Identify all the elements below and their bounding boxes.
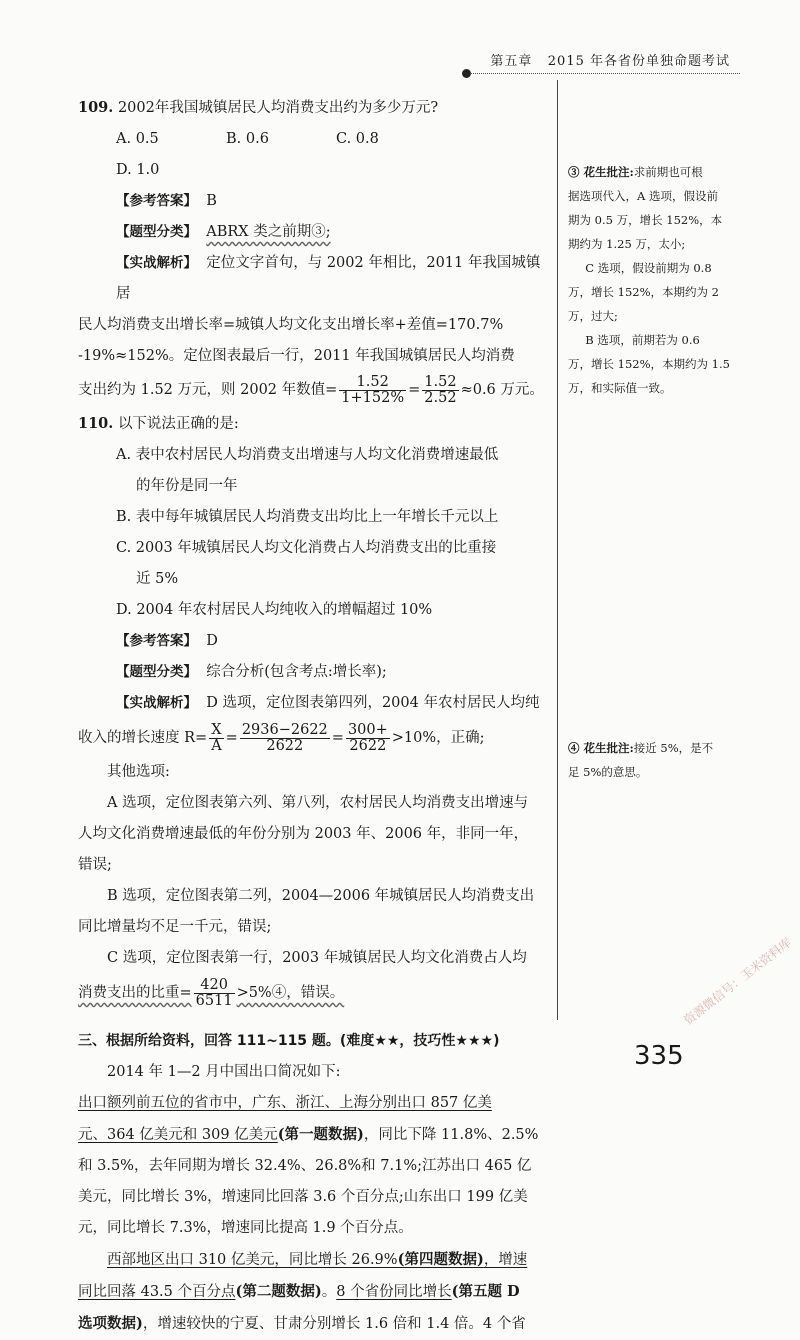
analysis-text: 消费支出的比重= — [78, 985, 192, 1001]
answer-value: B — [206, 193, 217, 209]
analysis-label: 【实战解析】 — [116, 695, 197, 711]
data-tag: (第五题 D — [451, 1283, 520, 1300]
material-text: 。 — [321, 1284, 337, 1300]
material-p2-2 — [78, 1276, 552, 1308]
material-p1-5: 元，同比增长 7.3%，增速同比提高 1.9 个百分点。 — [78, 1220, 413, 1236]
equals-sign: = — [225, 730, 238, 746]
q109-type — [78, 217, 552, 248]
q109-answer — [78, 186, 552, 217]
data-tag: (第一题数据) — [277, 1126, 364, 1143]
column-divider — [557, 80, 558, 1020]
note-line: 据选项代入，A 选项，假设前 — [568, 189, 718, 203]
q109-analysis — [78, 248, 552, 310]
underlined-text: 元、364 亿美元和 309 亿美元 — [78, 1127, 278, 1143]
option-b-explain-2: 同比增量均不足一千元，错误; — [78, 919, 272, 935]
option-a-explain-3: 错误; — [78, 857, 112, 873]
note-label: ④ 花生批注: — [568, 741, 634, 755]
q109-option-b: B. 0.6 — [226, 131, 269, 147]
q110-type — [78, 657, 552, 688]
fraction-numerator: 2936−2622 — [241, 721, 328, 738]
fraction-x-a — [209, 723, 223, 754]
answer-label: 【参考答案】 — [116, 633, 197, 649]
material-p2-1 — [78, 1244, 552, 1276]
answer-value: D — [206, 633, 218, 649]
fraction-numerator: X — [209, 723, 223, 739]
material-p1-4: 美元，同比增长 3%，增速同比回落 3.6 个百分点;山东出口 199 亿美 — [78, 1189, 528, 1205]
note-line: 求前期也可根 — [633, 165, 703, 179]
analysis-text: 收入的增长速度 R= — [78, 730, 208, 746]
q110-option-b: B. 表中每年城镇居民人均消费支出均比上一年增长千元以上 — [116, 509, 499, 525]
section-3-title: 三、根据所给资料，回答 111~115 题。(难度★★，技巧性★★★) — [78, 1033, 500, 1049]
note-line: 万，增长 152%，本期约为 1.5 — [568, 357, 730, 371]
q109-options — [78, 124, 552, 186]
running-header — [490, 50, 730, 69]
answer-label: 【参考答案】 — [116, 193, 197, 209]
option-c-explain-1: C 选项，定位图表第一行，2003 年城镇居民人均文化消费占人均 — [107, 950, 527, 966]
fraction-denominator: 2622 — [349, 737, 387, 754]
note-line: B 选项，前期若为 0.6 — [585, 333, 700, 347]
fraction-numerator: 420 — [194, 978, 235, 994]
note-line: 期为 0.5 万，增长 152%，本 — [568, 213, 723, 227]
analysis-text: ≈0.6 万元。 — [460, 382, 544, 398]
fraction-denominator: A — [211, 737, 222, 754]
note-line: 期约为 1.25 万，太小; — [568, 237, 686, 251]
q110-question: 以下说法正确的是: — [117, 416, 239, 432]
underlined-text: 同比回落 43.5 个百分点 — [78, 1284, 236, 1300]
watermark: 资源微信号：玉米资料库 — [681, 935, 794, 1028]
material-text: ，增速较快的宁夏、甘肃分别增长 1.6 倍和 1.4 倍。4 个省 — [142, 1316, 526, 1332]
material-p2-3 — [78, 1308, 552, 1340]
side-note-4 — [568, 736, 743, 784]
underlined-text: ，增速 — [483, 1252, 528, 1268]
note-line: 万，过大; — [568, 309, 618, 323]
note-line: 足 5%的意思。 — [568, 765, 648, 779]
fraction-denominator: 6511 — [195, 992, 233, 1009]
wavy-highlight — [78, 976, 345, 1009]
q110-analysis-2 — [78, 719, 552, 757]
analysis-line: 定位文字首句，与 2002 年相比，2011 年我国城镇居 — [116, 255, 541, 302]
q109-option-a: A. 0.5 — [116, 131, 159, 147]
note-label: ③ 花生批注: — [568, 165, 634, 179]
data-tag: (第二题数据) — [235, 1283, 322, 1300]
fraction-denominator: 2622 — [266, 737, 304, 754]
material-p1-3: 和 3.5%，去年同期为增长 32.4%、26.8%和 7.1%;江苏出口 465 亿 — [78, 1158, 532, 1174]
equals-sign: = — [331, 730, 344, 746]
type-label: 【题型分类】 — [116, 664, 197, 680]
equals-sign: = — [408, 382, 421, 398]
q110-number: 110. — [78, 415, 114, 432]
q109-question: 2002年我国城镇居民人均消费支出约为多少万元? — [117, 100, 439, 116]
header-rule — [470, 73, 740, 74]
q110-option-c-cont: 近 5% — [136, 571, 179, 587]
q109-option-c: C. 0.8 — [336, 131, 379, 147]
data-tag: 选项数据) — [78, 1315, 143, 1332]
analysis-text: 支出约为 1.52 万元，则 2002 年数值= — [78, 382, 338, 398]
chapter-title: 2015 年各省份单独命题考试 — [547, 54, 730, 69]
analysis-text: >5%④，错误。 — [236, 985, 345, 1001]
q110-option-a: A. 表中农村居民人均消费支出增速与人均文化消费增速最低 — [116, 447, 499, 463]
other-options-label: 其他选项: — [107, 764, 170, 780]
fraction-denominator: 1+152% — [341, 389, 405, 406]
fraction-numerator: 300+ — [347, 721, 388, 738]
option-b-explain-1: B 选项，定位图表第二列，2004—2006 年城镇居民人均消费支出 — [107, 888, 535, 904]
underlined-text: 8 个省份同比增长 — [336, 1284, 452, 1300]
page-number: 335 — [634, 1041, 684, 1071]
option-a-explain-1: A 选项，定位图表第六列、第八列，农村居民人均消费支出增速与 — [107, 795, 529, 811]
material-p1-1: 出口额列前五位的省市中，广东、浙江、上海分别出口 857 亿美 — [78, 1095, 492, 1111]
type-label: 【题型分类】 — [116, 224, 197, 240]
note-line: 万，增长 152%，本期约为 2 — [568, 285, 720, 299]
underlined-text: 西部地区出口 310 亿美元，同比增长 26.9% — [107, 1252, 398, 1268]
material-text: ，同比下降 11.8%、2.5% — [363, 1127, 539, 1143]
section-3-intro: 2014 年 1—2 月中国出口简况如下: — [107, 1064, 341, 1080]
q110-option-d: D. 2004 年农村居民人均纯收入的增幅超过 10% — [116, 602, 433, 618]
analysis-text: >10%，正确; — [391, 730, 485, 746]
main-column — [78, 92, 552, 1340]
fraction-2 — [422, 375, 458, 406]
side-note-3 — [568, 160, 743, 400]
option-a-explain-2: 人均文化消费增速最低的年份分别为 2003 年、2006 年，非同一年， — [78, 826, 529, 842]
fraction-numerator: 1.52 — [339, 375, 406, 391]
material-p1-2 — [78, 1119, 552, 1151]
chapter-label: 第五章 — [490, 54, 533, 69]
fraction-growth — [240, 723, 330, 754]
note-line: 接近 5%，是不 — [633, 741, 714, 755]
data-tag: (第四题数据) — [397, 1251, 484, 1268]
q110-stem — [78, 408, 552, 440]
fraction-estimate — [346, 723, 390, 754]
fraction-numerator: 1.52 — [424, 373, 457, 390]
fraction-denominator: 2.52 — [424, 389, 457, 406]
q110-analysis — [78, 688, 552, 719]
q109-stem — [78, 92, 552, 124]
type-value: 综合分析(包含考点:增长率); — [206, 664, 387, 680]
q109-analysis-2: 民人均消费支出增长率=城镇人均文化支出增长率+差值=170.7% — [78, 317, 504, 333]
q109-analysis-3: -19%≈152%。定位图表最后一行，2011 年我国城镇居民人均消费 — [78, 348, 515, 364]
type-value: ABRX 类之前期③; — [206, 224, 331, 240]
q110-answer — [78, 626, 552, 657]
fraction-1 — [339, 375, 406, 406]
q109-analysis-4 — [78, 372, 552, 408]
q110-option-a-cont: 的年份是同一年 — [136, 478, 238, 494]
note-line: 万，和实际值一致。 — [568, 381, 672, 395]
q110-option-c: C. 2003 年城镇居民人均文化消费占人均消费支出的比重接 — [116, 540, 497, 556]
analysis-line: D 选项，定位图表第四列，2004 年农村居民人均纯 — [206, 695, 540, 711]
fraction-ratio — [194, 978, 235, 1009]
analysis-label: 【实战解析】 — [116, 255, 197, 271]
q109-option-d: D. 1.0 — [116, 162, 160, 178]
option-c-explain-2 — [78, 974, 552, 1012]
q109-number: 109. — [78, 99, 114, 116]
note-line: C 选项，假设前期为 0.8 — [585, 261, 712, 275]
